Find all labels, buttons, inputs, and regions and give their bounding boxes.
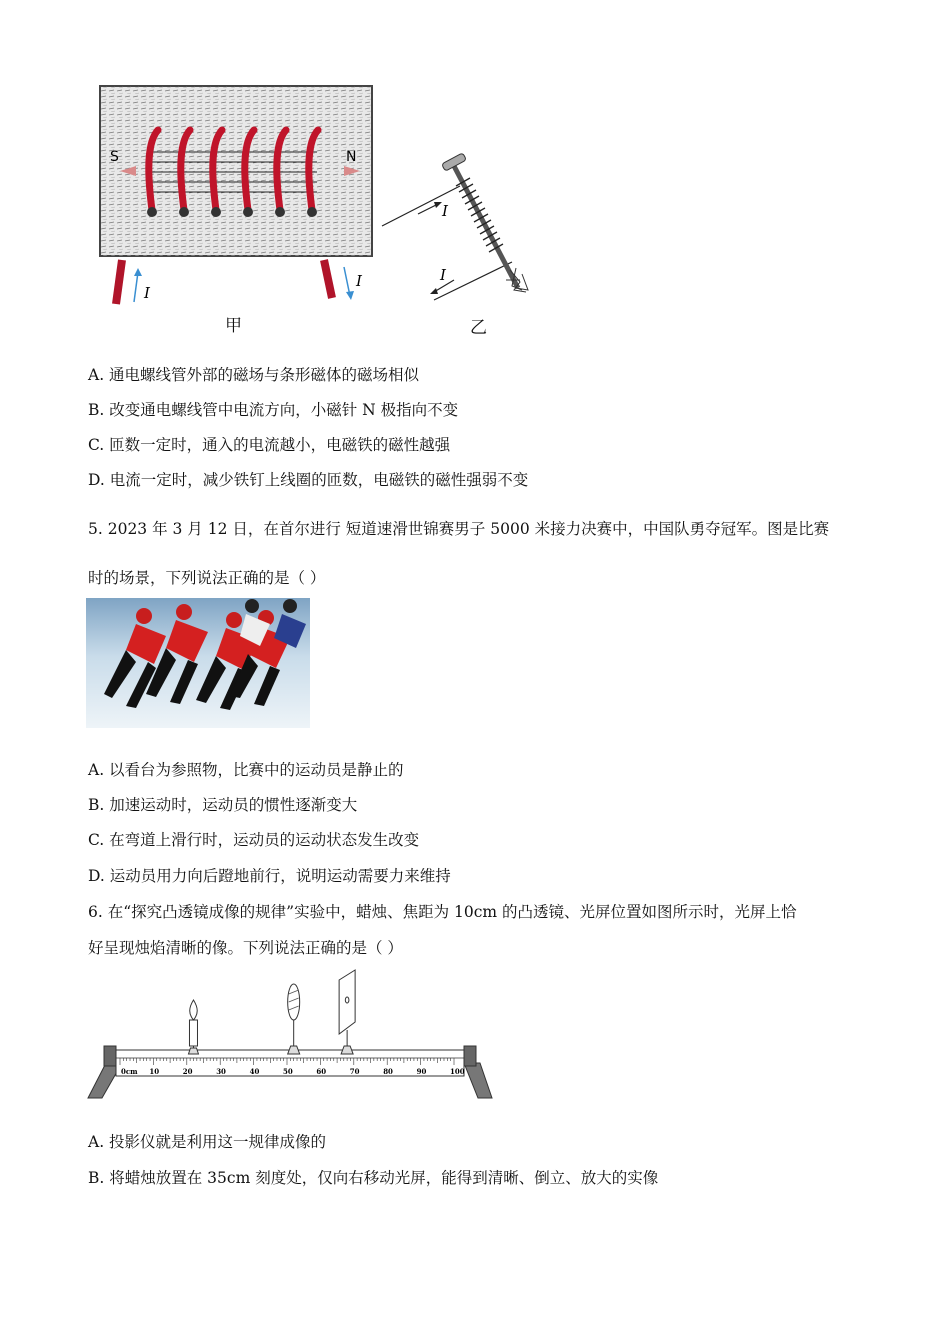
ruler-label: 20 (182, 1067, 193, 1076)
q6-stem-line1: 6. 在“探究凸透镜成像的规律”实验中，蜡烛、焦距为 10cm 的凸透镜、光屏位置如图所示时，光屏上恰 (88, 903, 797, 921)
ruler-label: 80 (383, 1067, 393, 1076)
q6-option-a: A. 投影仪就是利用这一规律成像的 (88, 1133, 327, 1151)
ruler-label: 30 (216, 1067, 226, 1076)
ruler-label: 50 (283, 1067, 293, 1076)
caption-jia: 甲 (225, 316, 242, 336)
ruler-label: 100 (450, 1067, 465, 1076)
q6-option-b: B. 将蜡烛放置在 35cm 刻度处，仅向右移动光屏，能得到清晰、倒立、放大的实像 (88, 1169, 659, 1187)
current-label-left: I (144, 284, 150, 302)
optical-bench-figure (86, 968, 496, 1103)
q4-option-b: B. 改变通电螺线管中电流方向，小磁针 N 极指向不变 (88, 401, 459, 419)
convex-lens (288, 984, 300, 1054)
speed-skating-photo (86, 598, 310, 728)
q5-option-a: A. 以看台为参照物，比赛中的运动员是静止的 (88, 761, 404, 779)
current-label-right: I (356, 272, 362, 290)
ruler-label: 0cm (121, 1067, 138, 1076)
candle (188, 1000, 198, 1054)
ruler-label: 70 (349, 1067, 360, 1076)
q4-option-c: C. 匝数一定时，通入的电流越小，电磁铁的磁性越强 (88, 436, 451, 454)
ruler-label: 40 (249, 1067, 260, 1076)
q6-stem-line2: 好呈现烛焰清晰的像。下列说法正确的是（ ） (88, 939, 403, 957)
ruler-label: 60 (316, 1067, 327, 1076)
caption-yi: 乙 (470, 318, 487, 338)
q5-option-c: C. 在弯道上滑行时，运动员的运动状态发生改变 (88, 831, 420, 849)
ruler-label: 10 (149, 1067, 160, 1076)
q5-stem-line2: 时的场景，下列说法正确的是（ ） (88, 569, 326, 587)
current-label-out: I (440, 266, 446, 284)
q5-option-b: B. 加速运动时，运动员的惯性逐渐变大 (88, 796, 358, 814)
ruler-label: 90 (416, 1067, 427, 1076)
q4-option-a: A. 通电螺线管外部的磁场与条形磁体的磁场相似 (88, 366, 420, 384)
solenoid-figure (92, 82, 382, 307)
q4-option-d: D. 电流一定时，减少铁钉上线圈的匝数，电磁铁的磁性强弱不变 (88, 471, 529, 489)
q5-stem-line1: 5. 2023 年 3 月 12 日，在首尔进行 短道速滑世锦赛男子 5000 米接力决赛中，中国队勇夺冠军。图是比赛 (88, 520, 830, 538)
pole-s-label: S (110, 149, 119, 165)
light-screen (339, 970, 355, 1054)
current-label-in: I (442, 202, 448, 220)
electromagnet-figure (378, 150, 553, 310)
pole-n-label: N (346, 149, 357, 165)
q5-option-d: D. 运动员用力向后蹬地前行，说明运动需要力来维持 (88, 867, 451, 885)
